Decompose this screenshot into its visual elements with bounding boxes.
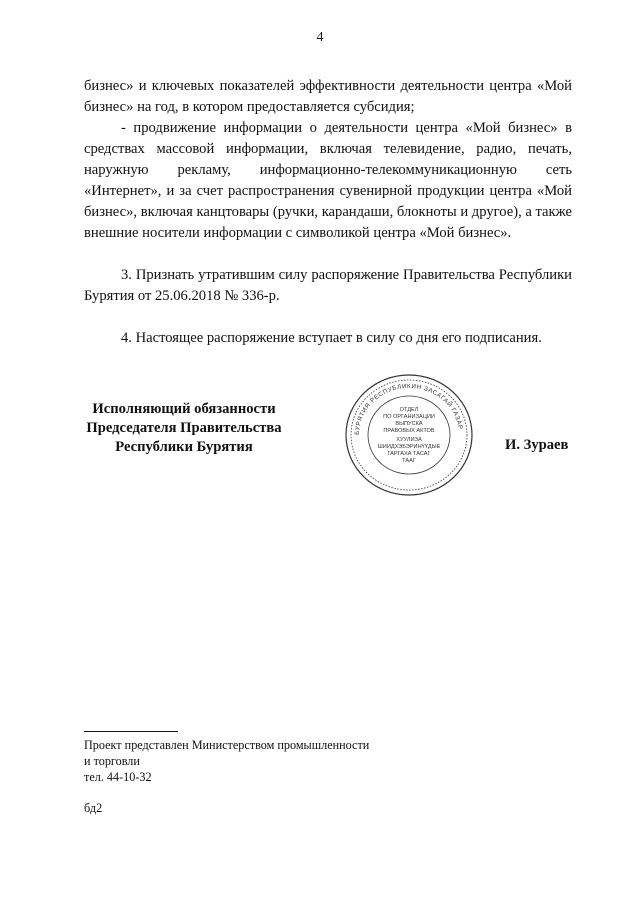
paragraph-item-4: 4. Настоящее распоряжение вступает в силу со дня его подписания. (121, 330, 542, 346)
paragraph-item-3: 3. Признать утратившим силу распоряжение Правительства Республики Бурятия от 25.06.2018 № 336-р. (84, 267, 572, 304)
signatory-title (84, 400, 284, 457)
seal-line-1: ОТДЕЛ (399, 407, 419, 413)
signatory-title-line-3: Республики Бурятия (115, 439, 253, 455)
footer-divider (84, 731, 178, 732)
seal-line-5: ХУУЛИЗА (396, 437, 422, 443)
footer-phone: тел. 44-10-32 (84, 770, 152, 784)
seal-line-6: ШИИДХЭБЭРИНҮҮДЫЕ (377, 444, 441, 450)
seal-outer-text: БУРЯТИЯ РЕСПУБЛИКИН ЗАСАГАЙ ГАЗАР (353, 382, 464, 436)
paragraph-promotion: - продвижение информации о деятельности центра «Мой бизнес» в средствах массовой информации, включая телевидение, радио, печать, наружную рекламу, информационно-телекоммуникационную сеть «Интернет», и за счет распространения сувенирной продукции центра «Мой бизнес», включая канцтовары (ручки, карандаши, блокноты и другое), а также внешние носители информации с символикой центра «Мой бизнес». (84, 120, 572, 241)
official-seal (344, 373, 474, 497)
seal-line-4: ПРАВОВЫХ АКТОВ (383, 428, 435, 434)
seal-line-7: ГАРГАХА ТАСАГ (387, 451, 431, 457)
seal-line-3: ВЫПУСКА (395, 421, 423, 427)
document-body (84, 76, 572, 349)
signatory-title-line-1: Исполняющий обязанности (92, 401, 276, 417)
signatory-name: И. Зураев (505, 437, 569, 453)
paragraph-continuation: бизнес» и ключевых показателей эффективности деятельности центра «Мой бизнес» на год, в котором предоставляется субсидия; (84, 78, 572, 115)
footer-line-1: Проект представлен Министерством промышленности (84, 738, 370, 752)
footer-line-2: и торговли (84, 754, 140, 768)
seal-line-8: ТААГ (402, 458, 416, 464)
seal-line-2: ПО ОРГАНИЗАЦИИ (383, 414, 435, 420)
footer-note (84, 737, 369, 785)
page-number: 4 (316, 30, 324, 45)
signatory-title-line-2: Председателя Правительства (86, 420, 282, 436)
document-code: бд2 (84, 801, 103, 815)
